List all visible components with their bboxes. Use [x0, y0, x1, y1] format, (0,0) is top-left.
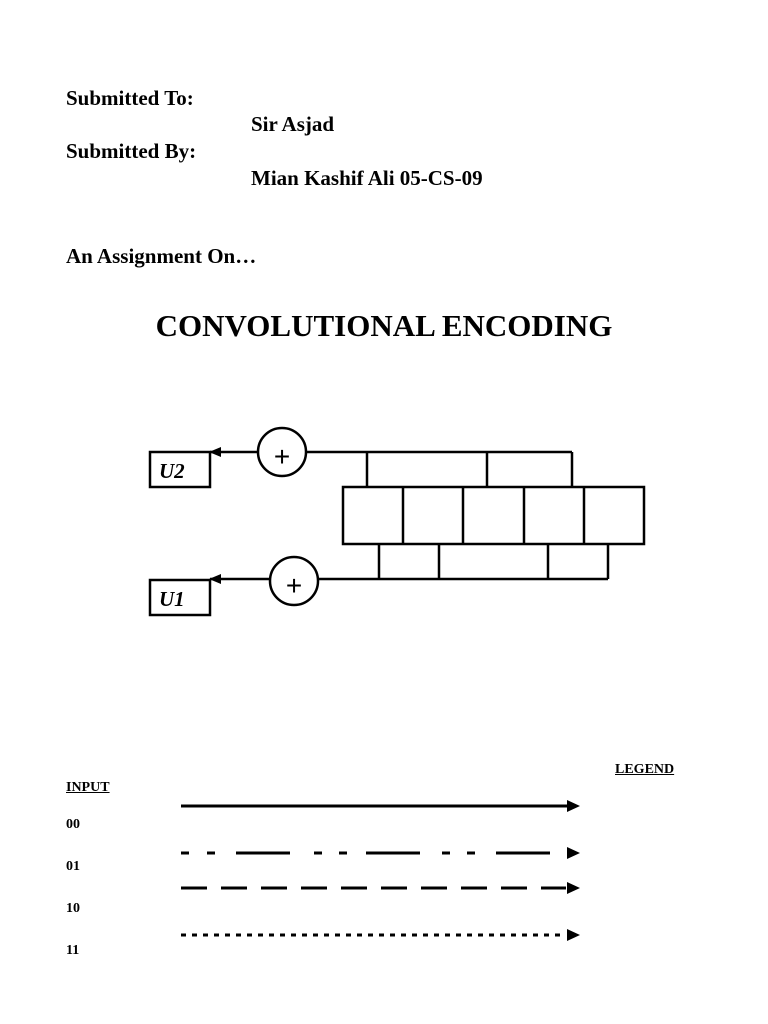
legend-heading: LEGEND	[615, 762, 675, 777]
legend-input-00: 00	[66, 817, 80, 832]
legend-arrowhead	[567, 882, 580, 894]
legend-arrowhead	[567, 929, 580, 941]
legend-arrowhead	[567, 800, 580, 812]
u1-label: U1	[159, 587, 185, 611]
submitted-to-label: Submitted To:	[66, 86, 194, 110]
shift-register	[343, 487, 644, 544]
document-title: CONVOLUTIONAL ENCODING	[155, 308, 613, 343]
legend-input-11: 11	[66, 943, 80, 958]
submitted-to-name: Sir Asjad	[251, 112, 335, 136]
legend-input-01: 01	[66, 859, 80, 874]
bottom-adder-symbol: +	[285, 570, 303, 601]
submitted-by-label: Submitted By:	[66, 139, 197, 163]
top-adder-symbol: +	[273, 441, 291, 472]
input-heading: INPUT	[66, 780, 110, 795]
legend-input-10: 10	[66, 901, 80, 916]
submitted-by-name: Mian Kashif Ali 05-CS-09	[251, 166, 483, 190]
assignment-intro: An Assignment On…	[66, 244, 257, 268]
legend-arrowhead	[567, 847, 580, 859]
u2-label: U2	[159, 459, 185, 483]
